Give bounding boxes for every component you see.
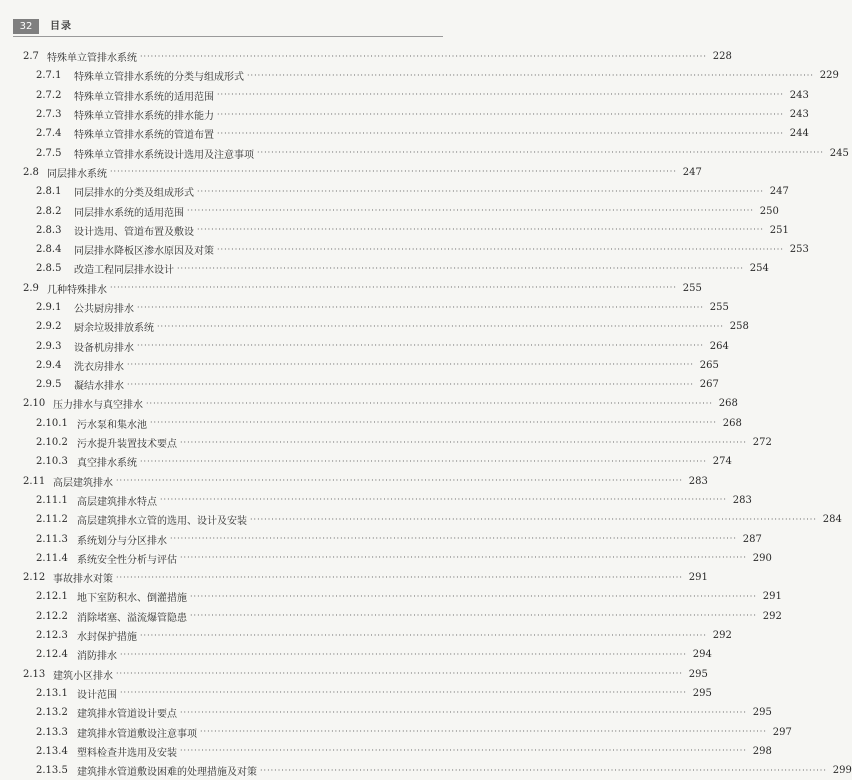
running-head-title: 目录 bbox=[50, 21, 72, 32]
dot-leader: ································································································································································ bbox=[177, 263, 744, 273]
toc-subsection-entry[interactable] bbox=[0, 761, 852, 780]
dot-leader: ································································································································································ bbox=[250, 514, 817, 524]
toc-section-entry[interactable] bbox=[0, 163, 702, 182]
toc-entry-title: 设计选用、管道布置及敷设 bbox=[74, 226, 194, 238]
toc-entry-page: 253 bbox=[789, 244, 809, 256]
toc-entry-page: 244 bbox=[789, 128, 809, 140]
toc-subsection-entry[interactable] bbox=[0, 703, 772, 722]
toc-entry-number: 2.11.1 bbox=[36, 494, 68, 506]
dot-leader: ································································································································································ bbox=[157, 321, 724, 331]
dot-leader: ································································································································································ bbox=[197, 225, 764, 235]
toc-entry-number: 2.7.5 bbox=[36, 147, 62, 159]
toc-entry-title: 消防排水 bbox=[77, 651, 117, 663]
toc-section-entry[interactable] bbox=[0, 279, 702, 298]
toc-subsection-entry[interactable] bbox=[0, 298, 729, 317]
dot-leader: ································································································································································ bbox=[110, 167, 677, 177]
toc-subsection-entry[interactable] bbox=[0, 124, 809, 143]
toc-entry-title: 特殊单立管排水系统的管道布置 bbox=[74, 130, 214, 142]
toc-subsection-entry[interactable] bbox=[0, 414, 742, 433]
toc-entry-page: 291 bbox=[688, 572, 708, 584]
toc-entry-title: 高层建筑排水特点 bbox=[77, 496, 157, 508]
dot-leader: ································································································································································ bbox=[150, 418, 717, 428]
toc-entry-title: 凝结水排水 bbox=[74, 381, 124, 393]
toc-entry-title: 真空排水系统 bbox=[77, 458, 137, 470]
toc-entry-number: 2.13.4 bbox=[36, 745, 68, 757]
toc-entry-number: 2.7.1 bbox=[36, 70, 62, 82]
toc-entry-number: 2.11 bbox=[23, 475, 46, 487]
toc-entry-title: 同层排水降板区渗水原因及对策 bbox=[74, 246, 214, 258]
toc-entry-title: 系统划分与分区排水 bbox=[77, 535, 167, 547]
dot-leader: ································································································································································ bbox=[180, 553, 747, 563]
toc-entry-number: 2.9.3 bbox=[36, 340, 62, 352]
toc-entry-number: 2.11.4 bbox=[36, 552, 68, 564]
toc-subsection-entry[interactable] bbox=[0, 607, 782, 626]
toc-entry-number: 2.10.3 bbox=[36, 456, 68, 468]
toc-entry-number: 2.9.2 bbox=[36, 321, 62, 333]
toc-section-entry[interactable] bbox=[0, 47, 732, 66]
toc-entry-page: 291 bbox=[762, 591, 782, 603]
toc-entry-number: 2.9.1 bbox=[36, 302, 62, 313]
toc-section-entry[interactable] bbox=[0, 394, 738, 413]
dot-leader: ································································································································································ bbox=[116, 572, 683, 582]
toc-section-entry[interactable] bbox=[0, 472, 708, 491]
dot-leader: ································································································································································ bbox=[140, 51, 707, 61]
toc-subsection-entry[interactable] bbox=[0, 143, 849, 162]
toc-entry-title: 高层建筑排水立管的选用、设计及安装 bbox=[77, 516, 247, 528]
toc-entry-number: 2.8.2 bbox=[36, 205, 62, 217]
toc-entry-page: 290 bbox=[752, 552, 772, 564]
table-of-contents bbox=[0, 47, 852, 780]
toc-subsection-entry[interactable] bbox=[0, 356, 719, 375]
toc-entry-page: 295 bbox=[692, 687, 712, 699]
toc-entry-number: 2.11.3 bbox=[36, 533, 68, 545]
toc-subsection-entry[interactable] bbox=[0, 645, 712, 664]
toc-section-entry[interactable] bbox=[0, 665, 708, 684]
toc-subsection-entry[interactable] bbox=[0, 587, 782, 606]
toc-entry-page: 294 bbox=[692, 649, 712, 661]
toc-entry-title: 地下室防积水、倒灌措施 bbox=[77, 593, 187, 605]
toc-subsection-entry[interactable] bbox=[0, 317, 749, 336]
dot-leader: ································································································································································ bbox=[120, 649, 687, 659]
toc-entry-title: 特殊单立管排水系统设计选用及注意事项 bbox=[74, 149, 254, 161]
page-number-badge: 32 bbox=[13, 19, 39, 34]
toc-entry-number: 2.9.5 bbox=[36, 379, 62, 391]
toc-entry-page: 299 bbox=[832, 765, 852, 777]
dot-leader: ································································································································································ bbox=[197, 186, 764, 196]
toc-entry-page: 255 bbox=[709, 302, 729, 313]
toc-subsection-entry[interactable] bbox=[0, 684, 712, 703]
toc-entry-number: 2.12 bbox=[23, 572, 46, 584]
toc-subsection-entry[interactable] bbox=[0, 626, 732, 645]
toc-subsection-entry[interactable] bbox=[0, 722, 792, 741]
toc-entry-title: 同层排水的分类及组成形式 bbox=[74, 188, 194, 200]
dot-leader: ································································································································································ bbox=[137, 302, 704, 312]
toc-entry-title: 消除堵塞、溢流爆管隐患 bbox=[77, 612, 187, 624]
toc-entry-page: 265 bbox=[699, 359, 719, 371]
dot-leader: ································································································································································ bbox=[217, 244, 784, 254]
dot-leader: ································································································································································ bbox=[190, 591, 757, 601]
toc-entry-number: 2.7.3 bbox=[36, 109, 62, 121]
toc-entry-page: 264 bbox=[709, 340, 729, 352]
toc-entry-page: 250 bbox=[759, 205, 779, 217]
toc-entry-title: 特殊单立管排水系统的分类与组成形式 bbox=[74, 72, 244, 84]
toc-entry-title: 几种特殊排水 bbox=[47, 284, 107, 296]
toc-entry-title: 污水提升装置技术要点 bbox=[77, 439, 177, 451]
toc-subsection-entry[interactable] bbox=[0, 221, 789, 240]
toc-subsection-entry[interactable] bbox=[0, 433, 772, 452]
dot-leader: ································································································································································ bbox=[170, 534, 737, 544]
toc-entry-title: 设计范围 bbox=[77, 689, 117, 701]
toc-entry-page: 292 bbox=[762, 610, 782, 622]
toc-entry-page: 283 bbox=[688, 475, 708, 487]
toc-entry-number: 2.12.4 bbox=[36, 649, 68, 661]
dot-leader: ································································································································································ bbox=[180, 746, 747, 756]
toc-entry-number: 2.7.2 bbox=[36, 89, 62, 101]
toc-entry-page: 283 bbox=[732, 494, 752, 506]
header-rule bbox=[13, 36, 443, 37]
dot-leader: ································································································································································ bbox=[127, 360, 694, 370]
toc-entry-title: 洗衣房排水 bbox=[74, 361, 124, 373]
dot-leader: ································································································································································ bbox=[187, 206, 754, 216]
toc-entry-title: 厨余垃圾排放系统 bbox=[74, 323, 154, 335]
toc-entry-page: 272 bbox=[752, 437, 772, 449]
dot-leader: ································································································································································ bbox=[180, 437, 747, 447]
dot-leader: ································································································································································ bbox=[146, 398, 713, 408]
toc-entry-title: 塑料检查井选用及安装 bbox=[77, 747, 177, 759]
toc-entry-page: 284 bbox=[822, 514, 842, 526]
toc-subsection-entry[interactable] bbox=[0, 742, 772, 761]
dot-leader: ································································································································································ bbox=[217, 128, 784, 138]
dot-leader: ································································································································································ bbox=[180, 707, 747, 717]
dot-leader: ································································································································································ bbox=[116, 476, 683, 486]
toc-entry-page: 254 bbox=[749, 263, 769, 275]
toc-entry-page: 297 bbox=[772, 726, 792, 738]
toc-entry-title: 特殊单立管排水系统的适用范围 bbox=[74, 91, 214, 103]
toc-entry-number: 2.8 bbox=[23, 166, 39, 178]
toc-entry-title: 水封保护措施 bbox=[77, 632, 137, 644]
toc-subsection-entry[interactable] bbox=[0, 66, 839, 85]
toc-entry-number: 2.7 bbox=[23, 51, 39, 63]
toc-subsection-entry[interactable] bbox=[0, 86, 809, 105]
toc-entry-number: 2.7.4 bbox=[36, 128, 62, 140]
toc-entry-number: 2.11.2 bbox=[36, 514, 68, 526]
toc-section-entry[interactable] bbox=[0, 568, 708, 587]
toc-entry-page: 245 bbox=[829, 147, 849, 159]
toc-entry-title: 污水泵和集水池 bbox=[77, 419, 147, 431]
dot-leader: ································································································································································ bbox=[190, 611, 757, 621]
toc-entry-page: 258 bbox=[729, 321, 749, 333]
toc-entry-number: 2.9 bbox=[23, 282, 39, 294]
toc-entry-page: 255 bbox=[682, 282, 702, 294]
toc-entry-page: 295 bbox=[752, 707, 772, 719]
toc-entry-page: 268 bbox=[718, 398, 738, 410]
toc-entry-page: 251 bbox=[769, 224, 789, 236]
toc-entry-title: 同层排水系统 bbox=[47, 168, 107, 180]
toc-entry-number: 2.12.2 bbox=[36, 610, 68, 622]
toc-entry-title: 建筑排水管道设计要点 bbox=[77, 709, 177, 721]
toc-entry-page: 243 bbox=[789, 109, 809, 121]
toc-entry-page: 229 bbox=[819, 70, 839, 82]
toc-subsection-entry[interactable] bbox=[0, 182, 789, 201]
toc-subsection-entry[interactable] bbox=[0, 510, 842, 529]
toc-subsection-entry[interactable] bbox=[0, 491, 752, 510]
toc-subsection-entry[interactable] bbox=[0, 259, 769, 278]
dot-leader: ································································································································································ bbox=[120, 688, 687, 698]
toc-entry-title: 压力排水与真空排水 bbox=[53, 400, 143, 412]
dot-leader: ································································································································································ bbox=[110, 283, 677, 293]
toc-subsection-entry[interactable] bbox=[0, 549, 772, 568]
toc-entry-page: 287 bbox=[742, 533, 762, 545]
toc-entry-title: 建筑排水管道敷设注意事项 bbox=[77, 728, 197, 740]
toc-entry-title: 建筑小区排水 bbox=[53, 670, 113, 682]
toc-entry-title: 同层排水系统的适用范围 bbox=[74, 207, 184, 219]
dot-leader: ································································································································································ bbox=[257, 148, 824, 158]
toc-entry-number: 2.12.1 bbox=[36, 591, 68, 603]
toc-entry-page: 268 bbox=[722, 417, 742, 429]
toc-entry-number: 2.10.2 bbox=[36, 437, 68, 449]
dot-leader: ································································································································································ bbox=[137, 341, 704, 351]
dot-leader: ································································································································································ bbox=[140, 630, 707, 640]
dot-leader: ································································································································································ bbox=[260, 765, 827, 775]
toc-entry-number: 2.12.3 bbox=[36, 630, 68, 642]
toc-entry-number: 2.10.1 bbox=[36, 417, 68, 429]
dot-leader: ································································································································································ bbox=[247, 70, 814, 80]
toc-entry-title: 事故排水对策 bbox=[53, 574, 113, 586]
toc-entry-page: 292 bbox=[712, 630, 732, 642]
toc-entry-title: 改造工程同层排水设计 bbox=[74, 265, 174, 277]
toc-entry-number: 2.8.4 bbox=[36, 244, 62, 256]
dot-leader: ································································································································································ bbox=[127, 379, 694, 389]
toc-entry-number: 2.8.3 bbox=[36, 224, 62, 236]
toc-entry-title: 建筑排水管道敷设困难的处理措施及对策 bbox=[77, 767, 257, 779]
toc-entry-number: 2.9.4 bbox=[36, 359, 62, 371]
toc-entry-page: 267 bbox=[699, 379, 719, 391]
toc-subsection-entry[interactable] bbox=[0, 105, 809, 124]
toc-entry-number: 2.13.5 bbox=[36, 765, 68, 777]
toc-subsection-entry[interactable] bbox=[0, 240, 809, 259]
toc-entry-page: 243 bbox=[789, 89, 809, 101]
toc-entry-number: 2.8.5 bbox=[36, 263, 62, 275]
toc-subsection-entry[interactable] bbox=[0, 375, 719, 394]
dot-leader: ································································································································································ bbox=[217, 109, 784, 119]
toc-entry-page: 295 bbox=[688, 668, 708, 680]
toc-entry-page: 247 bbox=[682, 166, 702, 178]
toc-subsection-entry[interactable] bbox=[0, 452, 732, 471]
toc-entry-title: 设备机房排水 bbox=[74, 342, 134, 354]
toc-entry-page: 274 bbox=[712, 456, 732, 468]
dot-leader: ································································································································································ bbox=[160, 495, 727, 505]
toc-subsection-entry[interactable] bbox=[0, 201, 779, 220]
toc-subsection-entry[interactable] bbox=[0, 529, 762, 548]
toc-entry-number: 2.13 bbox=[23, 668, 46, 680]
toc-entry-page: 298 bbox=[752, 745, 772, 757]
toc-entry-number: 2.10 bbox=[23, 398, 46, 410]
toc-entry-number: 2.13.3 bbox=[36, 726, 68, 738]
toc-entry-title: 特殊单立管排水系统的排水能力 bbox=[74, 111, 214, 123]
dot-leader: ································································································································································ bbox=[217, 90, 784, 100]
toc-entry-title: 公共厨房排水 bbox=[74, 304, 134, 315]
toc-entry-number: 2.13.2 bbox=[36, 707, 68, 719]
dot-leader: ································································································································································ bbox=[200, 727, 767, 737]
toc-entry-title: 系统安全性分析与评估 bbox=[77, 554, 177, 566]
toc-entry-title: 特殊单立管排水系统 bbox=[47, 53, 137, 65]
toc-subsection-entry[interactable] bbox=[0, 336, 729, 355]
toc-entry-page: 247 bbox=[769, 186, 789, 198]
toc-entry-title: 高层建筑排水 bbox=[53, 477, 113, 489]
toc-entry-number: 2.13.1 bbox=[36, 687, 68, 699]
dot-leader: ································································································································································ bbox=[140, 456, 707, 466]
toc-entry-number: 2.8.1 bbox=[36, 186, 62, 198]
dot-leader: ································································································································································ bbox=[116, 669, 683, 679]
page-header bbox=[0, 0, 453, 38]
toc-entry-page: 228 bbox=[712, 51, 732, 63]
